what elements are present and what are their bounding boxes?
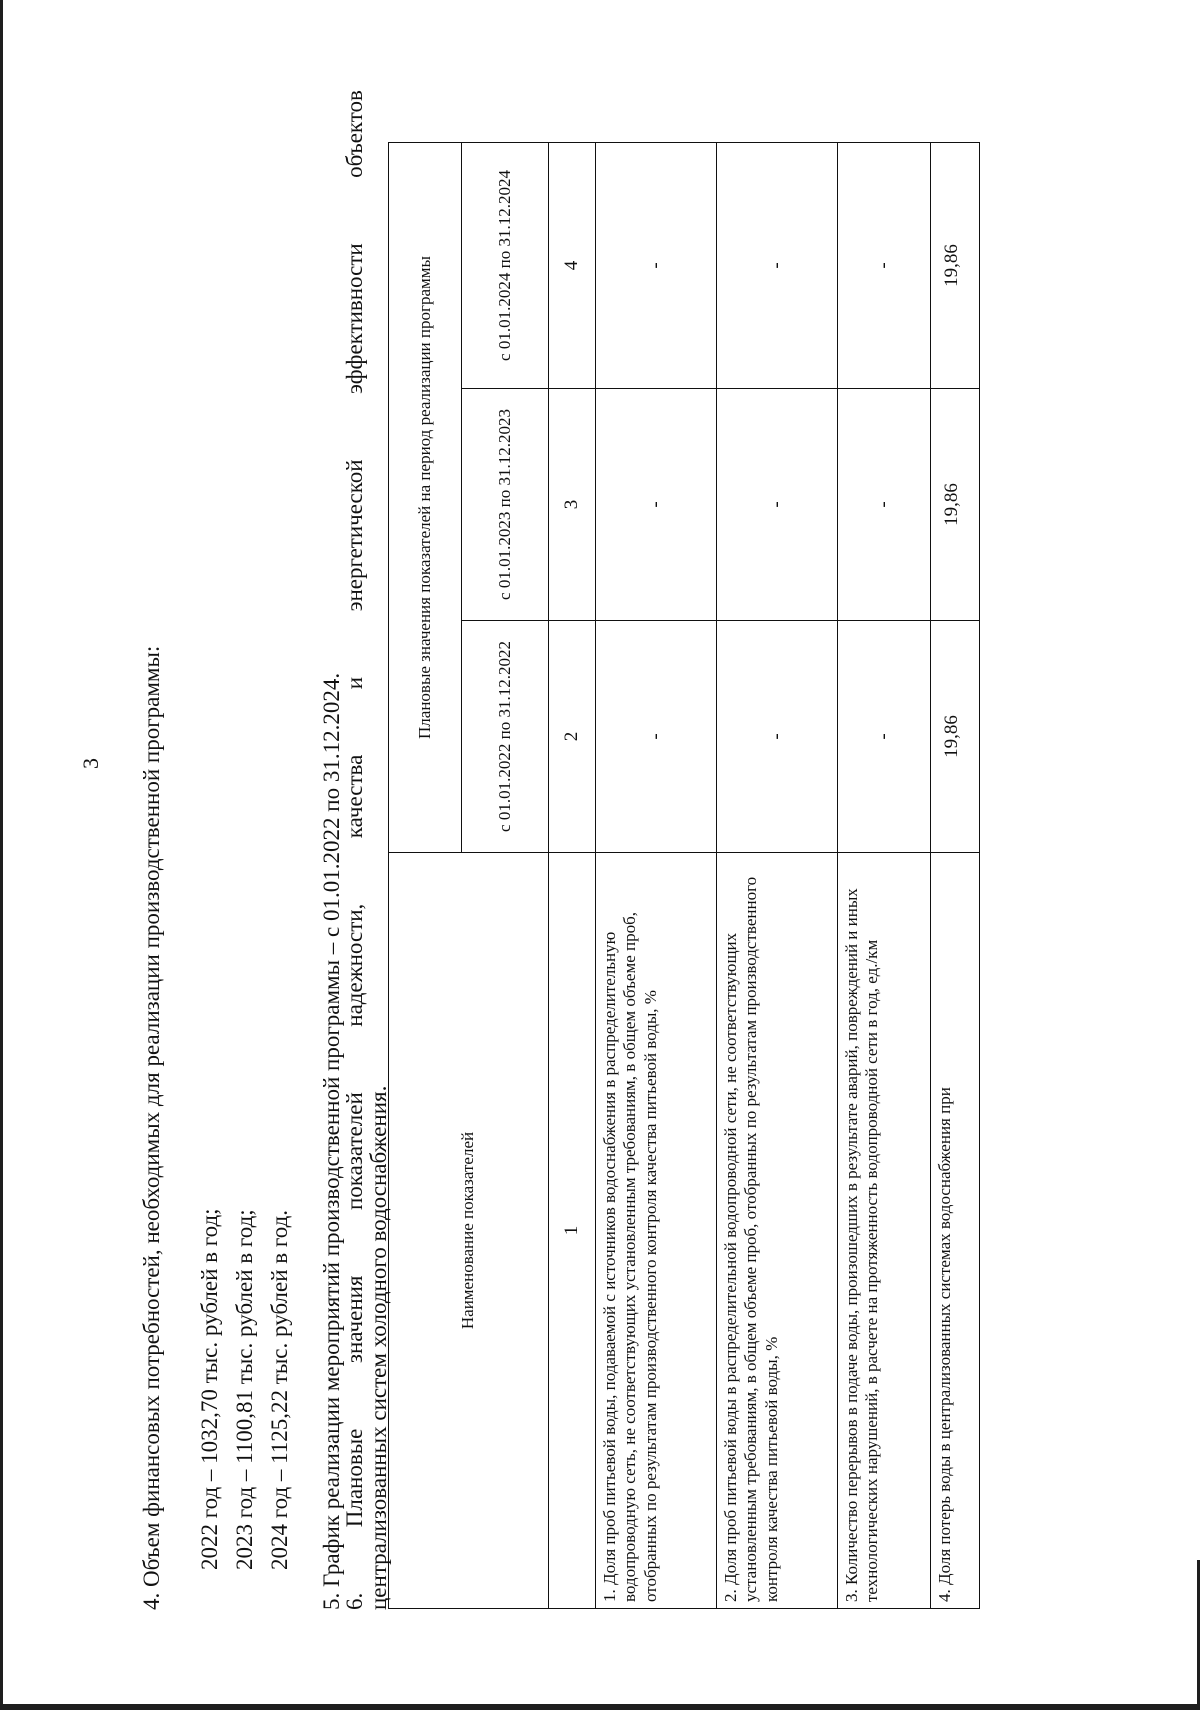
header-planned-values: Плановые значения показателей на период реализации программы (389, 143, 462, 853)
indicator-value: - (838, 621, 931, 853)
indicator-name: 3. Количество перерывов в подаче воды, произошедших в результате аварий, повреждений и иных технологических нарушений, в расчете на протяженность водопроводной сети в год, ед./км (838, 853, 931, 1609)
column-number: 1 (549, 853, 596, 1609)
financing-2024: 2024 год – 1125,22 тыс. рублей в год. (267, 1209, 292, 1570)
section-6-word: и (342, 676, 367, 690)
indicator-value: 19,86 (931, 621, 980, 853)
scan-edge-left (0, 0, 3, 1710)
table-row (838, 143, 931, 1609)
indicator-name: 4. Доля потерь воды в централизованных системах водоснабжения при (931, 853, 980, 1609)
table-row (717, 143, 838, 1609)
section-6-heading-cont: централизованных систем холодного водоснабжения. (366, 1085, 391, 1610)
indicator-value: - (596, 143, 717, 389)
indicator-value: 19,86 (931, 389, 980, 621)
section-6-word: объектов (342, 90, 367, 178)
scan-edge-bottom (0, 1704, 1200, 1710)
header-period-2023: с 01.01.2023 по 31.12.2023 (462, 389, 549, 621)
section-6-word: Плановые (342, 1428, 367, 1528)
indicator-value: - (838, 143, 931, 389)
indicator-name: 2. Доля проб питьевой воды в распределительной водопроводной сети, не соответствующих установленным требованиям, в общем объеме проб, отобранных по результатам производственного контроля качества питьевой воды, % (717, 853, 838, 1609)
table-header-row (389, 143, 462, 1609)
indicator-value: - (596, 389, 717, 621)
indicator-value: - (596, 621, 717, 853)
section-6-word: 6. (342, 1592, 367, 1610)
section-6-word: значения (342, 1275, 367, 1364)
indicator-value: - (717, 143, 838, 389)
section-5-schedule: 5. График реализации мероприятий производственной программы – с 01.01.2022 по 31.12.2024. (319, 672, 344, 1610)
section-6-word: надежности, (342, 903, 367, 1027)
section-6-word: показателей (342, 1092, 367, 1210)
table-row (931, 143, 980, 1609)
column-number: 4 (549, 143, 596, 389)
indicator-name: 1. Доля проб питьевой воды, подаваемой с источников водоснабжения в распределительную водопроводную сеть, не соответствующих установленным требованиям, в общем объеме проб, отобранных по результатам производственного контроля качества питьевой воды, % (596, 853, 717, 1609)
header-name-column: Наименование показателей (389, 853, 549, 1609)
header-period-2024: с 01.01.2024 по 31.12.2024 (462, 143, 549, 389)
header-period-2022: с 01.01.2022 по 31.12.2022 (462, 621, 549, 853)
indicators-table (388, 142, 980, 1609)
column-number: 2 (549, 621, 596, 853)
column-number: 3 (549, 389, 596, 621)
section-6-word: эффективности (342, 243, 367, 394)
financing-2022: 2022 год – 1032,70 тыс. рублей в год; (197, 1208, 222, 1570)
section-6-word: качества (342, 754, 367, 839)
page-number: 3 (78, 758, 103, 769)
table-column-numbers-row (549, 143, 596, 1609)
section-6-word: энергетической (342, 459, 367, 612)
indicator-value: - (838, 389, 931, 621)
section-6-heading (343, 90, 366, 1610)
document-body (100, 90, 1180, 1610)
indicator-value: 19,86 (931, 143, 980, 389)
section-4-heading: 4. Объем финансовых потребностей, необходимых для реализации производственной программы: (139, 645, 164, 1610)
indicator-value: - (717, 621, 838, 853)
indicator-value: - (717, 389, 838, 621)
financing-2023: 2023 год – 1100,81 тыс. рублей в год; (232, 1209, 257, 1570)
table-row (596, 143, 717, 1609)
